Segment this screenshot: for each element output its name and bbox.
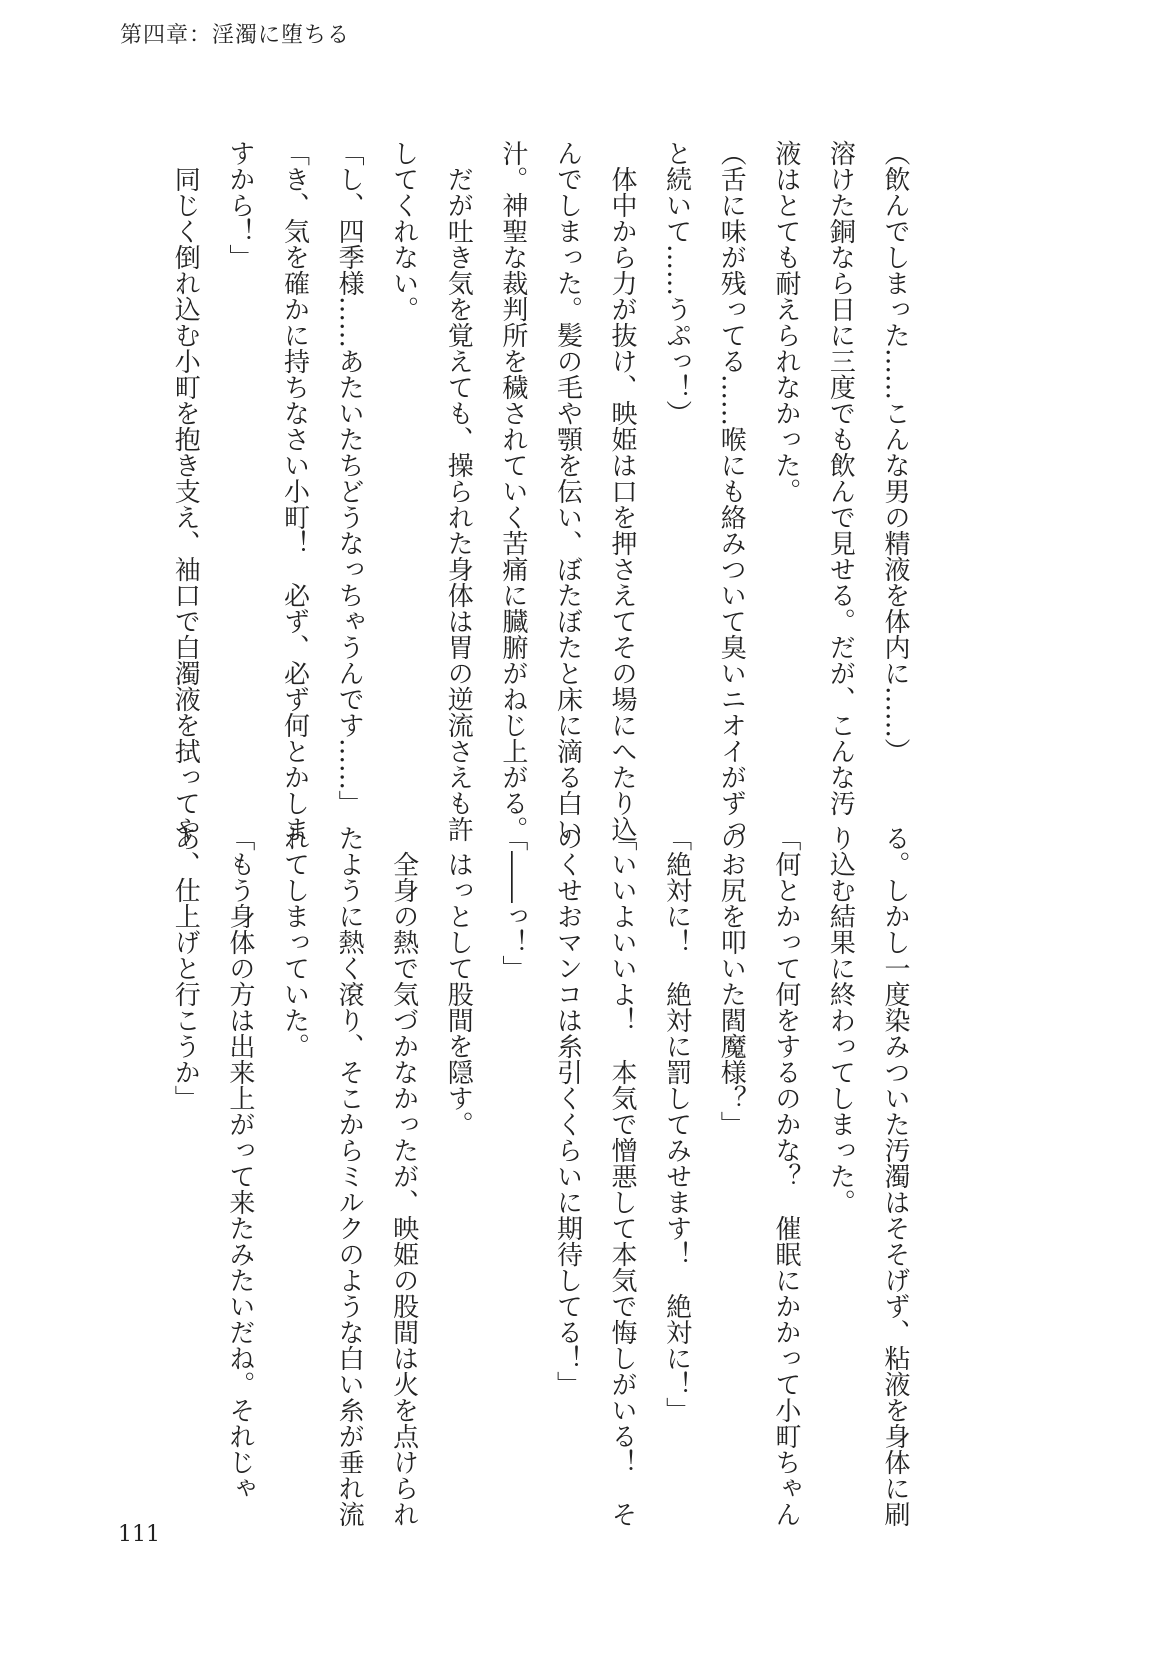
text-column: んでしまった。髪の毛や顎を伝い、ぼたぼたと床に滴る白い — [552, 140, 583, 842]
lower-text-tier — [158, 825, 922, 1527]
text-column: 「き、気を確かに持ちなさい小町！ 必ず、必ず何とかしま — [279, 140, 310, 842]
text-column: 同じく倒れ込む小町を抱き支え、袖口で白濁液を拭ってや — [170, 140, 201, 842]
text-column: してくれない。 — [388, 140, 419, 322]
text-column: 「何とかって何をするのかな？ 催眠にかかって小町ちゃん — [770, 825, 801, 1527]
text-column: 「もう身体の方は出来上がって来たみたいだね。それじゃ — [224, 825, 255, 1501]
text-column: れてしまっていた。 — [279, 825, 310, 1059]
text-column: 「いいよいいよ！ 本気で憎悪して本気で悔しがいる！ そ — [607, 825, 638, 1527]
text-column: 体中から力が抜け、映姫は口を押さえてその場にへたり込 — [607, 140, 638, 842]
text-column: 「し、四季様……あたいたちどうなっちゃうんです……」 — [334, 140, 365, 816]
text-column: すから！」 — [224, 140, 255, 270]
text-column: あ、仕上げと行こうか」 — [170, 825, 201, 1111]
upper-text-tier — [158, 140, 922, 842]
text-column: （舌に味が残ってる……喉にも絡みついて臭いニオイがずっ — [716, 140, 747, 842]
text-column: と続いて……うぷっ！） — [661, 140, 692, 426]
text-column: 「絶対に！ 絶対に罰してみせます！ 絶対に！」 — [661, 825, 692, 1423]
text-column: はっとして股間を隠す。 — [443, 825, 474, 1137]
text-column: 液はとても耐えられなかった。 — [770, 140, 801, 504]
text-column: る。しかし一度染みついた汚濁はそそげず、粘液を身体に刷 — [880, 825, 910, 1527]
text-column: 「――っ！」 — [497, 825, 528, 981]
text-column: のくせおマンコは糸引くくらいに期待してる！」 — [552, 825, 583, 1397]
text-column: （飲んでしまった……こんな男の精液を体内に……） — [880, 140, 910, 764]
text-column: 全身の熱で気づかなかったが、映姫の股間は火を点けられ — [388, 825, 419, 1527]
text-column: り込む結果に終わってしまった。 — [825, 825, 856, 1215]
text-column: たように熱く滾り、そこからミルクのような白い糸が垂れ流 — [334, 825, 365, 1527]
text-column: のお尻を叩いた閻魔様？」 — [716, 825, 747, 1137]
text-column: だが吐き気を覚えても、操られた身体は胃の逆流さえも許 — [443, 140, 474, 842]
page-number: 111 — [118, 1522, 160, 1547]
text-column: 汁。神聖な裁判所を穢されていく苦痛に臓腑がねじ上がる。 — [497, 140, 528, 842]
text-column: 溶けた銅なら日に三度でも飲んで見せる。だが、こんな汚 — [825, 140, 856, 816]
chapter-title: 第四章：淫濁に堕ちる — [120, 23, 351, 48]
